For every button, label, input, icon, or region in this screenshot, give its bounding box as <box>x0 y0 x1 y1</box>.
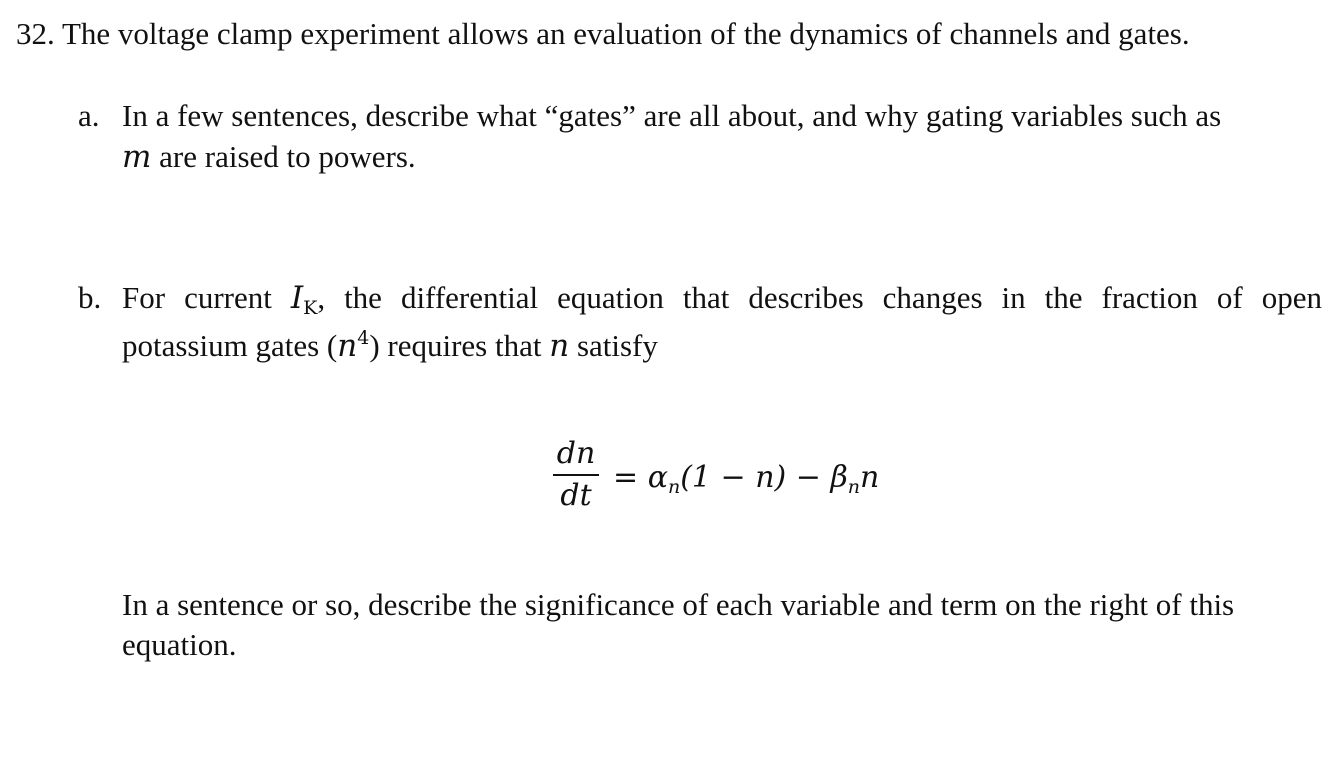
part-b-line-2 <box>122 318 658 366</box>
part-b-line-2-mid: ) requires that <box>369 328 550 363</box>
gating-variable-m: m <box>122 139 152 175</box>
equation-middle: (1 − n) − <box>680 460 831 495</box>
derivative-fraction <box>553 436 599 514</box>
part-b-followup-line-2: equation. <box>122 627 237 662</box>
part-b-line-2-post: satisfy <box>569 328 658 363</box>
beta-symbol: β <box>830 460 848 495</box>
alpha-subscript: n <box>667 476 681 498</box>
part-b-marker: b. <box>78 280 102 315</box>
fraction-numerator: dn <box>556 436 596 471</box>
fraction-denominator: dt <box>560 478 592 513</box>
alpha-symbol: α <box>647 460 668 495</box>
question-intro-line <box>16 14 1190 54</box>
equation-right-side <box>613 458 879 507</box>
part-b-line-2-pre: potassium gates ( <box>122 328 338 363</box>
current-symbol: I <box>290 280 304 316</box>
power-exponent: 4 <box>357 327 370 349</box>
question-intro: The voltage clamp experiment allows an evaluation of the dynamics of channels and gates. <box>61 16 1190 51</box>
part-a-marker: a. <box>78 98 100 133</box>
equation-tail: n <box>860 460 880 495</box>
equals-sign: = <box>613 460 639 495</box>
part-a-line-2 <box>122 137 416 177</box>
differential-equation <box>553 436 913 516</box>
variable-n: n <box>549 328 570 364</box>
part-a-line-1: In a few sentences, describe what “gates” are all about, and why gating variables such as <box>122 98 1222 133</box>
current-subscript: K <box>303 297 318 319</box>
part-b-followup-line-1: In a sentence or so, describe the significance of each variable and term on the right of this <box>122 587 1235 622</box>
beta-subscript: n <box>847 476 861 498</box>
part-b-line-1-pre: For current <box>122 280 291 315</box>
part-b-line-1-post: , the differential equation that describes changes in the fraction of open <box>317 280 1322 315</box>
fraction-bar <box>553 474 599 476</box>
part-a-line-2-text: are raised to powers. <box>151 139 416 174</box>
question-number: 32. <box>16 16 55 51</box>
power-base: n <box>337 328 358 364</box>
